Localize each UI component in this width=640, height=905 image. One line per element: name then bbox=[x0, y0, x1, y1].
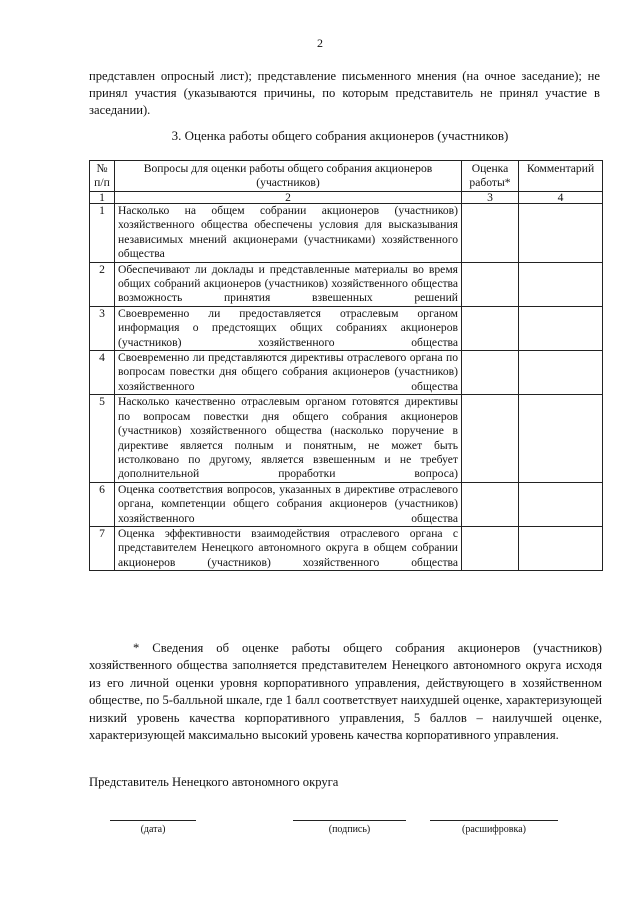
section-title: 3. Оценка работы общего собрания акционеров (участников) bbox=[171, 128, 509, 143]
score-cell[interactable] bbox=[462, 526, 519, 570]
signature-label: (подпись) bbox=[328, 824, 371, 835]
index-cell: 2 bbox=[115, 192, 462, 204]
table-row bbox=[90, 306, 603, 350]
footnote-paragraph bbox=[89, 640, 602, 744]
table-row bbox=[90, 526, 603, 570]
decode-label: (расшифровка) bbox=[462, 824, 526, 835]
comment-cell[interactable] bbox=[519, 262, 603, 306]
row-question: Обеспечивают ли доклады и представленные материалы во время общих собраний акционеров (участников) хозяйственного общества возможность принятия взвешенных решений bbox=[115, 262, 462, 306]
header-comment: Комментарий bbox=[519, 161, 603, 192]
index-cell: 3 bbox=[462, 192, 519, 204]
page-number: 2 bbox=[317, 36, 323, 50]
row-number: 7 bbox=[90, 526, 115, 570]
score-cell[interactable] bbox=[462, 262, 519, 306]
index-cell: 4 bbox=[519, 192, 603, 204]
score-cell[interactable] bbox=[462, 306, 519, 350]
table-row bbox=[90, 395, 603, 482]
row-question: Своевременно ли предоставляется отраслевым органом информация о предстоящих общих собраниях акционеров (участников) хозяйственного общества bbox=[115, 306, 462, 350]
row-number: 2 bbox=[90, 262, 115, 306]
comment-cell[interactable] bbox=[519, 395, 603, 482]
table-row bbox=[90, 204, 603, 263]
date-label: (дата) bbox=[140, 824, 166, 835]
table-row bbox=[90, 482, 603, 526]
score-cell[interactable] bbox=[462, 204, 519, 263]
table-index-row bbox=[90, 192, 603, 204]
signature-line[interactable] bbox=[293, 820, 406, 821]
evaluation-table bbox=[89, 160, 603, 571]
row-question: Своевременно ли представляются директивы отраслевого органа по вопросам повестки дня общего собрания акционеров (участников) хозяйственного общества bbox=[115, 351, 462, 395]
date-line[interactable] bbox=[110, 820, 196, 821]
index-cell: 1 bbox=[90, 192, 115, 204]
row-question: Оценка эффективности взаимодействия отраслевого органа с представителем Ненецкого автономного округа в общем собрании акционеров (участников) хозяйственного общества bbox=[115, 526, 462, 570]
row-number: 3 bbox=[90, 306, 115, 350]
header-num: № п/п bbox=[90, 161, 115, 192]
row-question: Оценка соответствия вопросов, указанных в директиве отраслевого органа, компетенции общего собрания акционеров (участников) хозяйственного общества bbox=[115, 482, 462, 526]
comment-cell[interactable] bbox=[519, 482, 603, 526]
score-cell[interactable] bbox=[462, 351, 519, 395]
decode-line[interactable] bbox=[430, 820, 558, 821]
header-score: Оценка работы* bbox=[462, 161, 519, 192]
score-cell[interactable] bbox=[462, 395, 519, 482]
comment-cell[interactable] bbox=[519, 351, 603, 395]
comment-cell[interactable] bbox=[519, 306, 603, 350]
row-number: 5 bbox=[90, 395, 115, 482]
intro-paragraph: представлен опросный лист); представление письменного мнения (на очное заседание); не принял участия (указываются причины, по которым представитель не принял участие в заседании). bbox=[89, 69, 600, 117]
table-header-row bbox=[90, 161, 603, 192]
row-number: 6 bbox=[90, 482, 115, 526]
footnote-text: * Сведения об оценке работы общего собрания акционеров (участников) хозяйственного общества заполняется представителем Ненецкого автономного округа исходя из его личной оценки уровня корпоративного управления, действующего в хозяйственном обществе, по 5-балльной шкале, где 1 балл соответствует наихудшей оценке, характеризующей низкий уровень качества корпоративного управления, 5 баллов – наилучшей оценке, характеризующей максимально высокий уровень качества корпоративного управления. bbox=[89, 641, 602, 743]
table-row bbox=[90, 351, 603, 395]
row-question: Насколько на общем собрании акционеров (участников) хозяйственного общества обеспечены условия для высказывания независимых мнений акционерами (участниками) хозяйственного общества bbox=[115, 204, 462, 263]
comment-cell[interactable] bbox=[519, 526, 603, 570]
row-number: 1 bbox=[90, 204, 115, 263]
representative-label: Представитель Ненецкого автономного округа bbox=[89, 775, 339, 789]
comment-cell[interactable] bbox=[519, 204, 603, 263]
header-question: Вопросы для оценки работы общего собрания акционеров (участников) bbox=[115, 161, 462, 192]
row-question: Насколько качественно отраслевым органом готовятся директивы по вопросам повестки дня общего собрания акционеров (участников) хозяйственного общества (насколько поручение в директиве является полным и понятным, не может быть истолковано по другому, является взвешенным и не требует дополнительной проработки вопроса) bbox=[115, 395, 462, 482]
table-row bbox=[90, 262, 603, 306]
score-cell[interactable] bbox=[462, 482, 519, 526]
row-number: 4 bbox=[90, 351, 115, 395]
